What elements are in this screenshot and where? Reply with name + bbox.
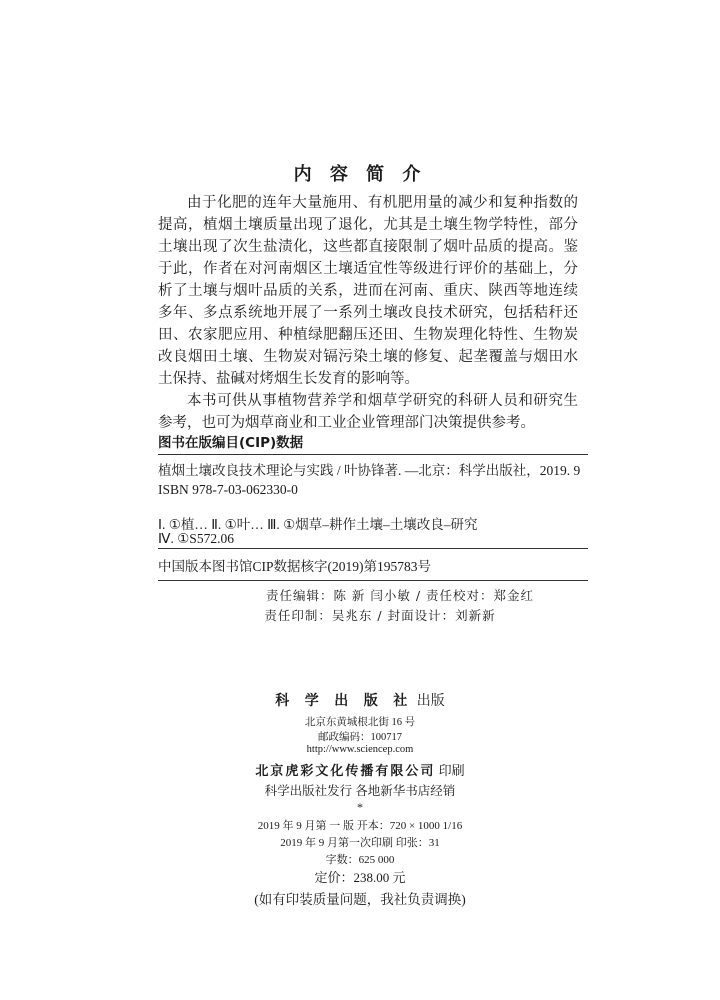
printer-line: [0, 760, 720, 779]
publisher-suffix: 出版: [416, 694, 445, 709]
printer-suffix: 印刷: [438, 763, 465, 778]
summary-paragraph-1: 由于化肥的连年大量施用、有机肥用量的减少和复种指数的提高，植烟土壤质量出现了退化，尤其是土壤生物学特性，部分土壤出现了次生盐渍化，这些都直接限制了烟叶品质的提高。鉴于此，作者在对河南烟区土壤适宜性等级进行评价的基础上，分析了土壤与烟叶品质的关系，进而在河南、重庆、陕西等地连续多年、多点系统地开展了一系列土壤改良技术研究，包括秸秆还田、农家肥应用、种植绿肥翻压还田、生物炭理化特性、生物炭改良烟田土壤、生物炭对镉污染土壤的修复、起垄覆盖与烟田水土保持、盐碱对烤烟生长发育的影响等。: [158, 195, 578, 387]
publisher-address: 北京东黄城根北街 16 号: [304, 717, 416, 728]
edition-line: 2019 年 9 月第 一 版 开本：720 × 1000 1/16: [257, 820, 463, 832]
publisher-line: [0, 690, 720, 710]
publisher-postcode: 邮政编码：100717: [318, 732, 402, 743]
distribution-line: 科学出版社发行 各地新华书店经销: [264, 784, 456, 798]
cip-heading: 图书在版编目(CIP)数据: [158, 435, 304, 451]
printing-line: 2019 年 9 月第一次印刷 印张：31: [280, 837, 440, 849]
summary-paragraph-2: 本书可供从事植物营养学和烟草学研究的科研人员和研究生参考，也可为烟草商业和工业企业管理部门决策提供参考。: [158, 393, 578, 431]
cip-middle-rule: [158, 548, 588, 549]
cip-top-rule: [158, 454, 588, 455]
staff-editors: 责任编辑：陈 新 闫小敏 / 责任校对：郑金红: [265, 588, 535, 603]
summary-title: 内 容 简 介: [293, 164, 427, 185]
price: 定价：238.00 元: [314, 870, 406, 885]
cip-isbn: ISBN 978-7-03-062330-0: [158, 482, 298, 497]
cip-classification-2: Ⅳ. ①S572.06: [158, 531, 234, 546]
publisher-name: 科 学 出 版 社: [275, 694, 414, 709]
separator-asterisk: *: [357, 800, 363, 814]
cip-library-record: 中国版本图书馆CIP数据核字(2019)第195783号: [158, 559, 431, 574]
quality-notice: (如有印装质量问题，我社负责调换): [254, 892, 466, 907]
publisher-website: http://www.sciencep.com: [306, 744, 414, 755]
printer-name: 北京虎彩文化传播有限公司: [255, 763, 436, 778]
cip-classification-1: Ⅰ. ①植… Ⅱ. ①叶… Ⅲ. ①烟草–耕作土壤–土壤改良–研究: [158, 517, 478, 532]
summary-body: [158, 192, 578, 434]
staff-production: 责任印制：吴兆东 / 封面设计：刘新新: [264, 608, 496, 623]
word-count: 字数：625 000: [325, 854, 395, 866]
cip-title-line: 植烟土壤改良技术理论与实践 / 叶协锋著. —北京：科学出版社，2019. 9: [158, 463, 581, 478]
cip-bottom-rule: [158, 580, 588, 581]
